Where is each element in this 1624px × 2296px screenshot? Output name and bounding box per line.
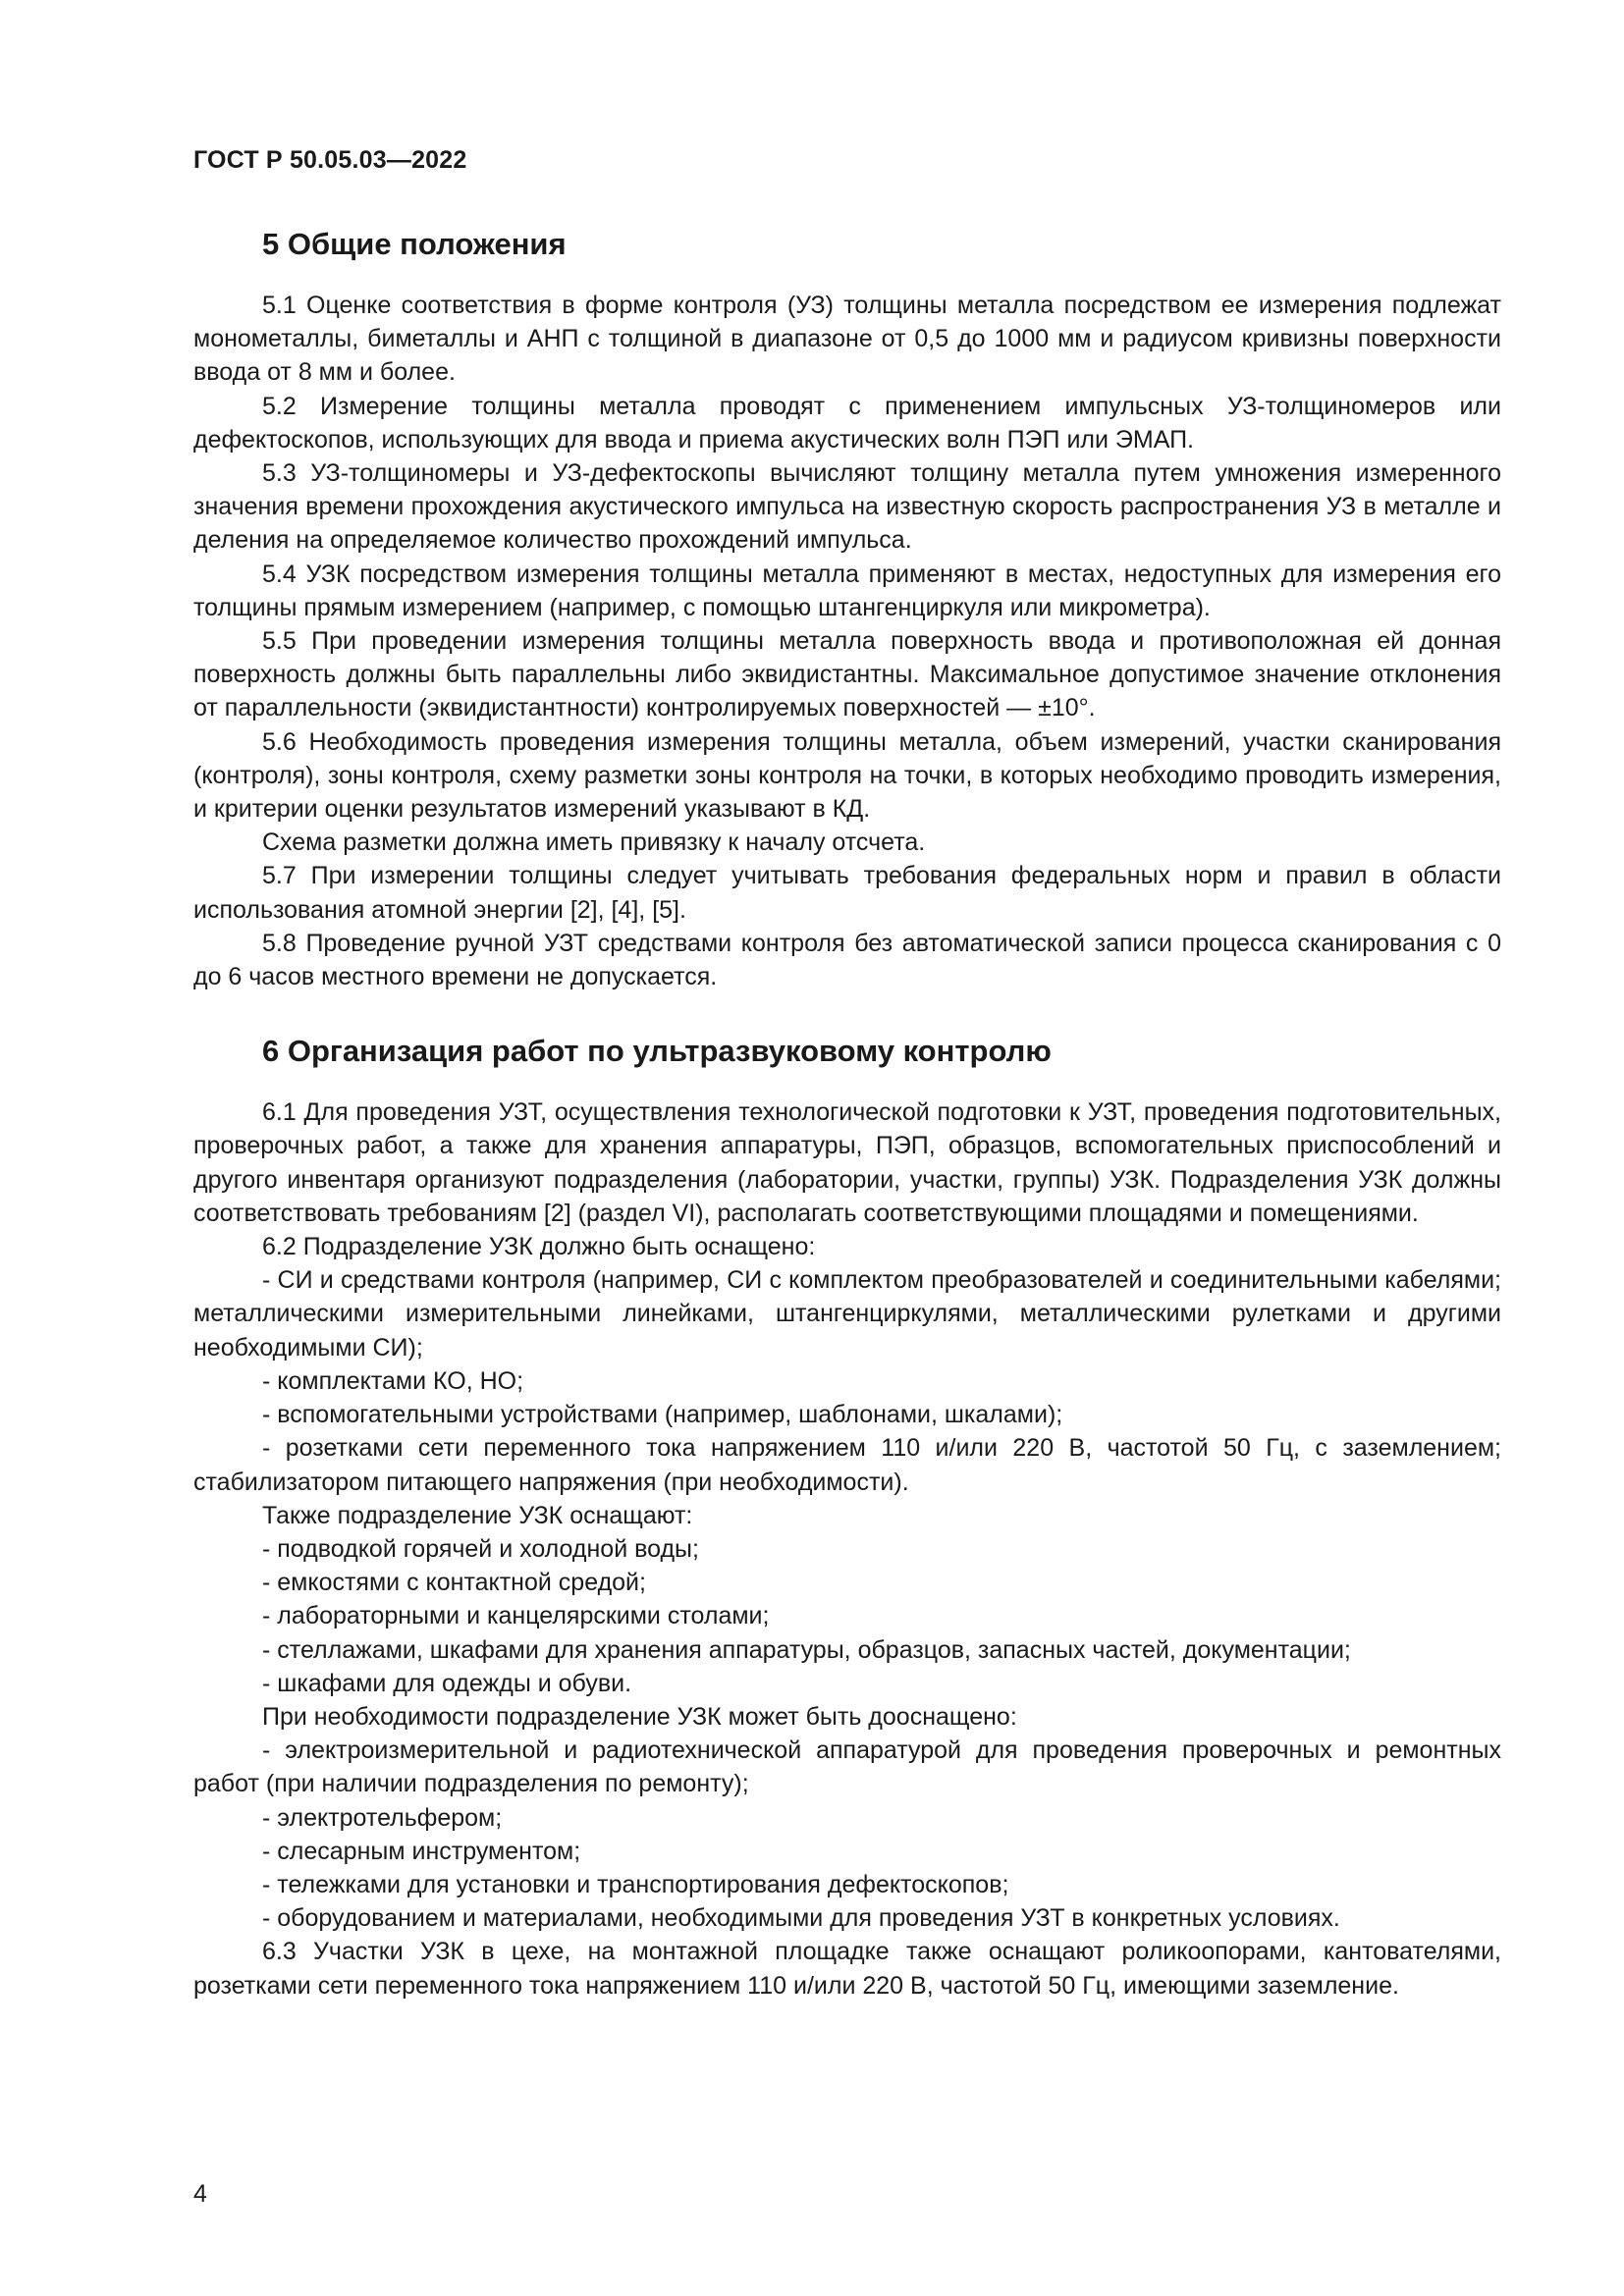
list-intro: При необходимости подразделение УЗК может быть дооснащено: bbox=[262, 1702, 1017, 1731]
paragraph-6-3: 6.3 Участки УЗК в цехе, на монтажной площадке также оснащают роликоопорами, кантователями, розетками сети переменного тока напряжением 110 и/или 220 В, частотой 50 Гц, имеющими заземление. bbox=[193, 1938, 1501, 2000]
list-item: - тележками для установки и транспортирования дефектоскопов; bbox=[262, 1870, 1009, 1898]
paragraph-6-2: 6.2 Подразделение УЗК должно быть оснащено: bbox=[262, 1233, 816, 1261]
paragraph-6-1: 6.1 Для проведения УЗТ, осуществления технологической подготовки к УЗТ, проведения подготовительных, проверочных работ, а также для хранения аппаратуры, ПЭП, образцов, вспомогательных приспособлений и другого инвентаря организуют подразделения (лаборатории, участки, группы) УЗК. Подразделения УЗК должны соответствовать требованиям [2] (раздел VI), располагать соответствующими площадями и помещениями. bbox=[193, 1098, 1501, 1227]
list-item: - подводкой горячей и холодной воды; bbox=[262, 1534, 699, 1563]
list-item: - емкостями с контактной средой; bbox=[262, 1569, 646, 1597]
paragraph-5-6: 5.6 Необходимость проведения измерения толщины металла, объем измерений, участки сканирования (контроля), зоны контроля, схему разметки зоны контроля на точки, в которых необходимо проводить измерения, и критерии оценки результатов измерений указывают в КД. bbox=[193, 727, 1501, 824]
paragraph-5-5: 5.5 При проведении измерения толщины металла поверхность ввода и противоположная ей донная поверхность должны быть параллельны либо эквидистантны. Максимальное допустимое значение отклонения от параллельности (эквидистантности) контролируемых поверхностей — ±10°. bbox=[193, 627, 1501, 722]
list-item: - комплектами КО, НО; bbox=[262, 1366, 524, 1395]
paragraph-5-4: 5.4 УЗК посредством измерения толщины металла применяют в местах, недоступных для измерения его толщины прямым измерением (например, с помощью штангенциркуля или микрометра). bbox=[193, 560, 1501, 621]
paragraph-5-1: 5.1 Оценке соответствия в форме контроля (УЗ) толщины металла посредством ее измерения подлежат монометаллы, биметаллы и АНП с толщиной в диапазоне от 0,5 до 1000 мм и радиусом кривизны поверхности ввода от 8 мм и более. bbox=[193, 292, 1501, 387]
page-number: 4 bbox=[193, 2180, 207, 2208]
section-heading: 5 Общие положения bbox=[262, 227, 567, 261]
list-item: - оборудованием и материалами, необходимыми для проведения УЗТ в конкретных условиях. bbox=[262, 1904, 1340, 1933]
list-item: - СИ и средствами контроля (например, СИ с комплектом преобразователей и соединительными кабелями; металлическими измерительными линейками, штангенциркулями, металлическими рулетками и другими необходимыми СИ); bbox=[193, 1266, 1501, 1362]
section-5-general-provisions bbox=[193, 226, 1501, 993]
paragraph-5-6-note: Схема разметки должна иметь привязку к началу отсчета. bbox=[262, 828, 926, 857]
paragraph-5-7: 5.7 При измерении толщины следует учитывать требования федеральных норм и правил в области использования атомной энергии [2], [4], [5]. bbox=[193, 862, 1501, 924]
section-6-ut-organization bbox=[193, 1033, 1501, 2002]
list-item: - слесарным инструментом; bbox=[262, 1837, 581, 1865]
list-item: - вспомогательными устройствами (например, шаблонами, шкалами); bbox=[262, 1401, 1063, 1429]
paragraph-5-2: 5.2 Измерение толщины металла проводят с применением импульсных УЗ-толщиномеров или дефектоскопов, использующих для ввода и приема акустических волн ПЭП или ЭМАП. bbox=[193, 392, 1501, 454]
list-item: - электротельфером; bbox=[262, 1803, 503, 1832]
paragraph-5-3: 5.3 УЗ-толщиномеры и УЗ-дефектоскопы вычисляют толщину металла путем умножения измеренного значения времени прохождения акустического импульса на известную скорость распространения УЗ в металле и деления на определяемое количество прохождений импульса. bbox=[193, 459, 1501, 555]
list-intro: Также подразделение УЗК оснащают: bbox=[262, 1501, 693, 1529]
document-header-id: ГОСТ Р 50.05.03—2022 bbox=[193, 146, 467, 174]
list-item: - стеллажами, шкафами для хранения аппаратуры, образцов, запасных частей, документации; bbox=[262, 1635, 1351, 1664]
list-item: - лабораторными и канцелярскими столами; bbox=[262, 1602, 770, 1630]
list-item: - шкафами для одежды и обуви. bbox=[262, 1669, 632, 1697]
section-heading: 6 Организация работ по ультразвуковому контролю bbox=[262, 1034, 1052, 1069]
list-item: - электроизмерительной и радиотехнической аппаратурой для проведения проверочных и ремонтных работ (при наличии подразделения по ремонту); bbox=[193, 1736, 1501, 1798]
paragraph-5-8: 5.8 Проведение ручной УЗТ средствами контроля без автоматической записи процесса сканирования с 0 до 6 часов местного времени не допускается. bbox=[193, 929, 1501, 991]
document-page bbox=[193, 145, 1501, 2042]
list-item: - розетками сети переменного тока напряжением 110 и/или 220 В, частотой 50 Гц, с заземлением; стабилизатором питающего напряжения (при необходимости). bbox=[193, 1434, 1501, 1496]
